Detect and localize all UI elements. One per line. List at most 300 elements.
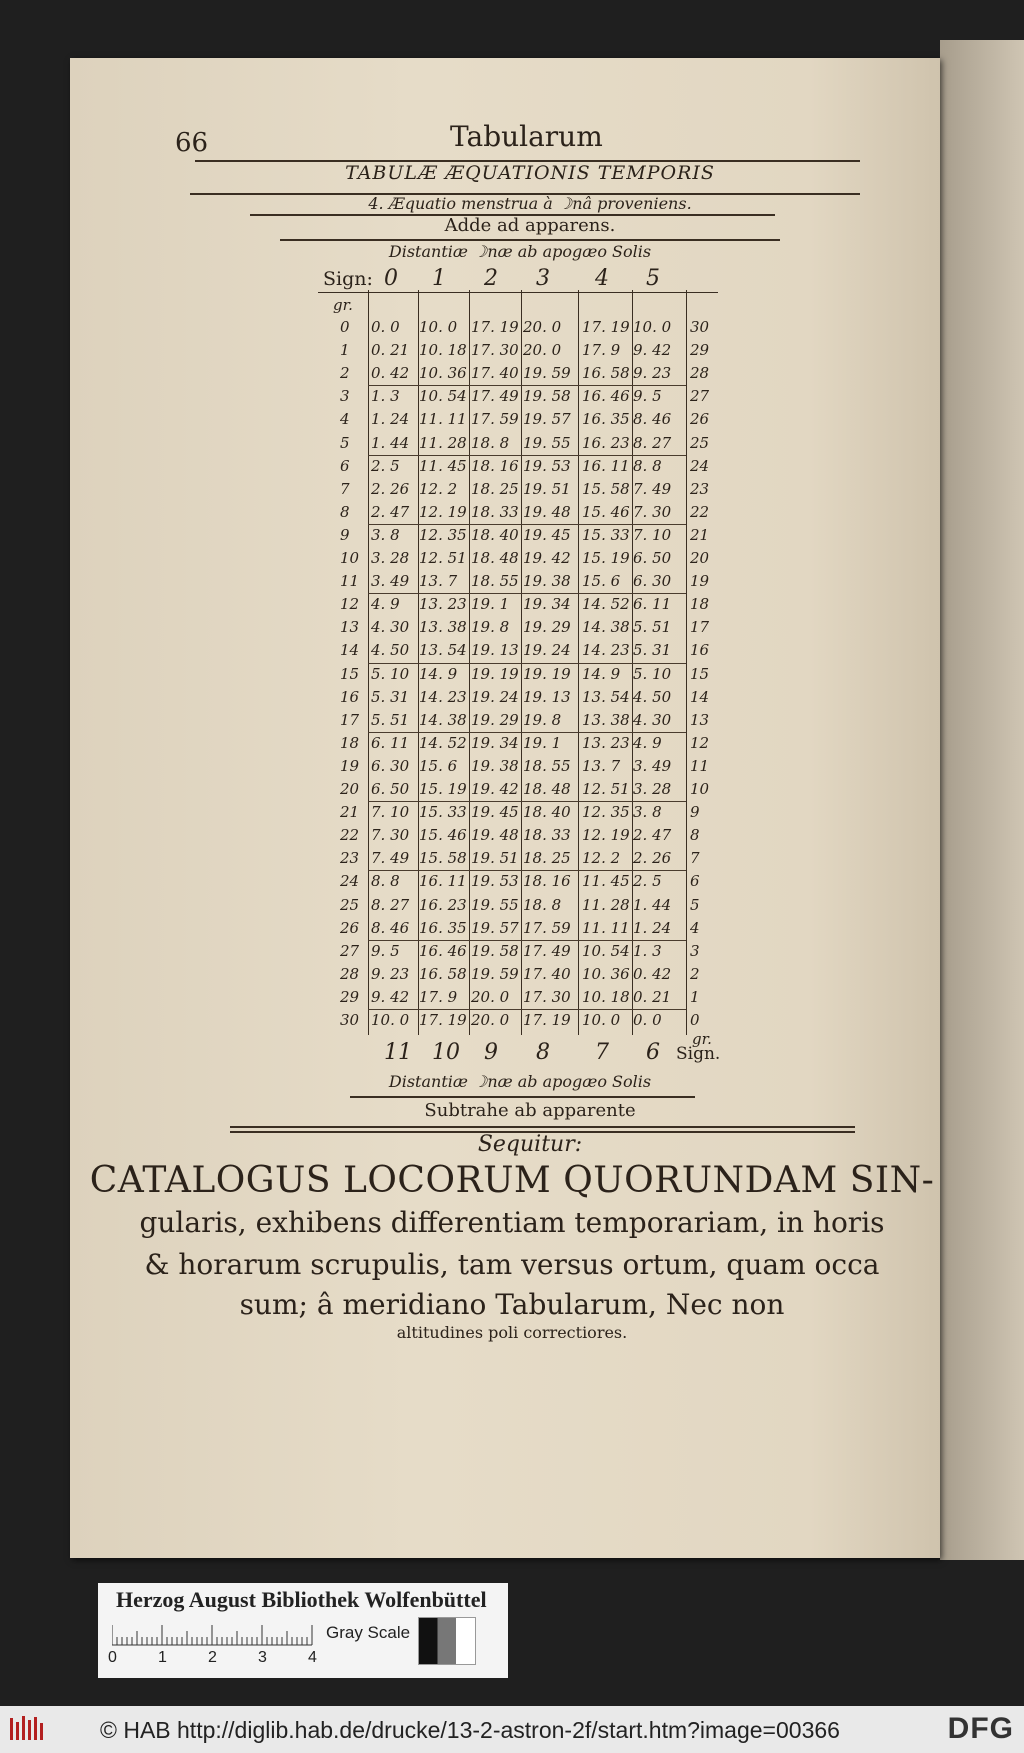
table-cell: 18. 25 — [523, 849, 571, 868]
hab-logo-icon — [8, 1714, 48, 1744]
table-cell: 19. 29 — [471, 710, 519, 729]
table-cell: 16. 35 — [582, 410, 630, 429]
degree-left: 26 — [340, 918, 360, 937]
table-cell: 9. 42 — [371, 987, 410, 1006]
table-cell: 0. 21 — [633, 987, 672, 1006]
degree-right: 19 — [690, 572, 710, 591]
rule — [230, 1126, 855, 1128]
table-cell: 4. 9 — [633, 733, 662, 752]
table-cell: 19. 53 — [471, 872, 519, 891]
table-cell: 5. 10 — [371, 664, 410, 683]
table-cell: 11. 45 — [582, 872, 630, 891]
page-number: 66 — [175, 128, 209, 158]
degree-right: 13 — [690, 710, 710, 729]
table-cell: 20. 0 — [471, 987, 510, 1006]
table-cell: 15. 46 — [582, 502, 630, 521]
sequitur: Sequitur: — [477, 1132, 583, 1157]
table-cell: 14. 23 — [419, 687, 467, 706]
degree-left: 29 — [340, 987, 360, 1006]
table-cell: 19. 1 — [523, 733, 562, 752]
degree-left: 10 — [340, 549, 360, 567]
table-cell: 19. 13 — [523, 687, 571, 706]
bottom-sign-label: 8 — [536, 1040, 550, 1065]
table-cell: 18. 33 — [523, 826, 571, 845]
gr-label-bottom: gr. — [692, 1030, 712, 1048]
degree-left: 13 — [340, 618, 360, 637]
degree-left: 14 — [340, 641, 360, 660]
degree-left: 4 — [340, 410, 350, 429]
table-cell: 18. 25 — [471, 479, 519, 498]
degree-left: 8 — [340, 502, 350, 521]
table-cell: 9. 23 — [633, 364, 672, 383]
table-cell: 17. 40 — [523, 964, 571, 983]
table-cell: 13. 23 — [582, 733, 630, 752]
table-cell: 6. 11 — [633, 595, 672, 614]
table-cell: 4. 30 — [633, 710, 672, 729]
degree-left: 30 — [340, 1011, 360, 1029]
table-cell: 11. 11 — [419, 410, 467, 429]
table-cell: 10. 54 — [419, 387, 467, 406]
degree-left: 11 — [340, 572, 360, 591]
table-cell: 5. 51 — [633, 618, 672, 637]
table-cell: 19. 45 — [471, 803, 519, 822]
table-cell: 15. 19 — [582, 549, 630, 567]
ruler-number: 4 — [308, 1649, 317, 1666]
table-cell: 6. 11 — [371, 733, 410, 752]
top-sign-label: 2 — [484, 266, 498, 291]
degree-right: 24 — [690, 456, 710, 475]
table-cell: 3. 8 — [633, 803, 662, 822]
table-cell: 1. 3 — [371, 387, 400, 406]
degree-left: 12 — [340, 595, 360, 614]
table-cell: 14. 52 — [582, 595, 630, 614]
rule — [350, 1096, 695, 1098]
table-cell: 16. 58 — [419, 964, 467, 983]
table-cell: 11. 28 — [419, 433, 467, 452]
table-cell: 19. 19 — [471, 664, 519, 683]
table-cell: 13. 38 — [419, 618, 467, 637]
table-cell: 17. 40 — [471, 364, 519, 383]
row-group-rule — [368, 663, 686, 664]
degree-left: 28 — [340, 964, 360, 983]
gray-scale-label: Gray Scale — [326, 1623, 411, 1642]
table-cell: 5. 10 — [633, 664, 672, 683]
table-cell: 19. 45 — [523, 525, 571, 544]
row-group-rule — [368, 801, 686, 802]
table-cell: 19. 24 — [471, 687, 519, 706]
table-cell: 1. 24 — [633, 918, 672, 937]
table-cell: 17. 59 — [471, 410, 519, 429]
distance-top: Distantiæ ☽næ ab apogæo Solis — [388, 242, 652, 261]
table-cell: 7. 10 — [371, 803, 410, 822]
table-cell: 20. 0 — [471, 1011, 510, 1029]
table-cell: 13. 38 — [582, 710, 630, 729]
table-cell: 17. 9 — [419, 987, 458, 1006]
table-cell: 14. 52 — [419, 733, 467, 752]
table-cell: 20. 0 — [523, 318, 562, 336]
table-cell: 20. 0 — [523, 341, 562, 360]
table-cell: 12. 51 — [419, 549, 467, 567]
degree-right: 5 — [690, 895, 700, 914]
table-cell: 8. 46 — [371, 918, 410, 937]
table-cell: 17. 30 — [523, 987, 571, 1006]
color-ruler-card — [98, 1583, 508, 1678]
table-cell: 2. 26 — [371, 479, 410, 498]
table-cell: 8. 27 — [371, 895, 410, 914]
table-cell: 19. 29 — [523, 618, 571, 637]
table-cell: 1. 44 — [633, 895, 672, 914]
table-cell: 19. 59 — [471, 964, 519, 983]
running-head: Tabularum — [450, 120, 603, 153]
table-cell: 1. 44 — [371, 433, 410, 452]
table-cell: 12. 51 — [582, 780, 630, 798]
degree-right: 10 — [690, 780, 710, 798]
degree-right: 22 — [690, 502, 710, 521]
table-cell: 3. 28 — [371, 549, 410, 567]
table-cell: 18. 33 — [471, 502, 519, 521]
table-cell: 3. 8 — [371, 525, 400, 544]
degree-right: 30 — [690, 318, 710, 336]
row-group-rule — [368, 593, 686, 594]
table-cell: 17. 30 — [471, 341, 519, 360]
top-sign-label: 5 — [646, 266, 660, 291]
degree-right: 16 — [690, 641, 710, 660]
table-cell: 13. 7 — [582, 756, 621, 775]
degree-right: 8 — [690, 826, 700, 845]
table-cell: 12. 35 — [582, 803, 630, 822]
footer-url[interactable]: © HAB http://diglib.hab.de/drucke/13-2-astron-2f/start.htm?image=00366 — [100, 1717, 840, 1743]
row-group-rule — [368, 870, 686, 871]
table-cell: 7. 30 — [633, 502, 672, 521]
degree-right: 0 — [690, 1011, 700, 1029]
table-cell: 5. 31 — [371, 687, 410, 706]
bottom-sign-label: 9 — [484, 1040, 498, 1065]
table-cell: 2. 26 — [633, 849, 672, 868]
rule — [280, 239, 780, 241]
table-cell: 19. 48 — [471, 826, 519, 845]
table-cell: 14. 38 — [419, 710, 467, 729]
table-cell: 19. 51 — [471, 849, 519, 868]
degree-left: 19 — [340, 756, 360, 775]
table-cell: 7. 10 — [633, 525, 672, 544]
table-cell: 4. 50 — [633, 687, 672, 706]
table-cell: 9. 5 — [633, 387, 662, 406]
ruler-scale — [112, 1623, 322, 1649]
degree-left: 3 — [340, 387, 350, 406]
table-cell: 6. 30 — [371, 756, 410, 775]
degree-left: 9 — [340, 525, 350, 544]
table-cell: 13. 54 — [419, 641, 467, 660]
table-cell: 16. 46 — [419, 941, 467, 960]
degree-left: 15 — [340, 664, 360, 683]
table-cell: 2. 5 — [371, 456, 400, 475]
table-cell: 14. 9 — [419, 664, 458, 683]
table-cell: 18. 16 — [471, 456, 519, 475]
table-cell: 10. 36 — [582, 964, 630, 983]
table-cell: 7. 49 — [371, 849, 410, 868]
table-cell: 19. 42 — [523, 549, 571, 567]
table-cell: 10. 18 — [582, 987, 630, 1006]
table-cell: 18. 55 — [471, 572, 519, 591]
table-cell: 6. 30 — [633, 572, 672, 591]
degree-right: 17 — [690, 618, 710, 637]
table-cell: 19. 38 — [471, 756, 519, 775]
degree-right: 2 — [690, 964, 700, 983]
table-cell: 0. 42 — [633, 964, 672, 983]
table-cell: 13. 54 — [582, 687, 630, 706]
table-cell: 18. 55 — [523, 756, 571, 775]
table-cell: 14. 23 — [582, 641, 630, 660]
table-cell: 9. 23 — [371, 964, 410, 983]
table-cell: 17. 59 — [523, 918, 571, 937]
top-sign-label: 1 — [432, 266, 446, 291]
degree-right: 20 — [690, 549, 710, 567]
table-cell: 8. 8 — [371, 872, 400, 891]
degree-left: 7 — [340, 479, 350, 498]
degree-right: 4 — [690, 918, 700, 937]
table-cell: 19. 34 — [523, 595, 571, 614]
table-subtitle: 4. Æquatio menstrua à ☽nâ proveniens. — [368, 194, 692, 213]
table-cell: 19. 58 — [471, 941, 519, 960]
table-cell: 15. 6 — [582, 572, 621, 591]
degree-left: 1 — [340, 341, 350, 360]
table-cell: 17. 19 — [582, 318, 630, 336]
degree-left: 20 — [340, 780, 360, 798]
table-cell: 0. 42 — [371, 364, 410, 383]
table-cell: 18. 16 — [523, 872, 571, 891]
degree-right: 26 — [690, 410, 710, 429]
catalog-line: gularis, exhibens differentiam temporariam, in horis — [139, 1206, 885, 1239]
table-cell: 19. 51 — [523, 479, 571, 498]
degree-right: 6 — [690, 872, 700, 891]
bottom-sign-label: 7 — [595, 1040, 609, 1065]
table-cell: 4. 30 — [371, 618, 410, 637]
table-cell: 17. 49 — [471, 387, 519, 406]
table-cell: 0. 0 — [633, 1011, 662, 1029]
table-cell: 9. 5 — [371, 941, 400, 960]
table-cell: 4. 9 — [371, 595, 400, 614]
table-cell: 5. 31 — [633, 641, 672, 660]
degree-left: 5 — [340, 433, 350, 452]
table-cell: 18. 40 — [523, 803, 571, 822]
column-rule — [686, 290, 687, 1035]
rule — [318, 292, 718, 293]
table-cell: 18. 8 — [523, 895, 562, 914]
table-cell: 10. 36 — [419, 364, 467, 383]
top-sign-label: 0 — [384, 266, 398, 291]
top-sign-label: 3 — [536, 266, 550, 291]
gray-scale-swatch — [418, 1617, 476, 1665]
table-cell: 12. 2 — [582, 849, 621, 868]
table-cell: 16. 46 — [582, 387, 630, 406]
table-cell: 15. 58 — [582, 479, 630, 498]
table-cell: 3. 49 — [633, 756, 672, 775]
distance-bottom: Distantiæ ☽næ ab apogæo Solis — [388, 1072, 652, 1091]
bottom-sign-label: 6 — [646, 1040, 660, 1065]
row-group-rule — [368, 455, 686, 456]
degree-right: 18 — [690, 595, 710, 614]
table-cell: 19. 19 — [523, 664, 571, 683]
table-cell: 10. 54 — [582, 941, 630, 960]
table-cell: 6. 50 — [371, 780, 410, 798]
degree-right: 14 — [690, 687, 710, 706]
table-cell: 15. 6 — [419, 756, 458, 775]
table-cell: 3. 49 — [371, 572, 410, 591]
table-cell: 1. 24 — [371, 410, 410, 429]
catalog-line-small: altitudines poli correctiores. — [396, 1323, 628, 1342]
library-name: Herzog August Bibliothek Wolfenbüttel — [116, 1587, 487, 1612]
table-cell: 2. 47 — [371, 502, 410, 521]
table-cell: 18. 40 — [471, 525, 519, 544]
table-cell: 15. 46 — [419, 826, 467, 845]
table-cell: 16. 11 — [582, 456, 630, 475]
table-cell: 6. 50 — [633, 549, 672, 567]
table-cell: 19. 48 — [523, 502, 571, 521]
table-cell: 15. 33 — [419, 803, 467, 822]
catalog-line: & horarum scrupulis, tam versus ortum, quam occa — [144, 1248, 880, 1281]
sign-label: Sign: — [323, 268, 373, 290]
degree-right: 25 — [690, 433, 710, 452]
degree-left: 24 — [340, 872, 360, 891]
bottom-sign-label: 10 — [432, 1040, 460, 1065]
table-cell: 16. 58 — [582, 364, 630, 383]
degree-right: 23 — [690, 479, 710, 498]
degree-right: 15 — [690, 664, 710, 683]
table-cell: 19. 34 — [471, 733, 519, 752]
degree-left: 22 — [340, 826, 360, 845]
degree-right: 27 — [690, 387, 710, 406]
table-cell: 14. 38 — [582, 618, 630, 637]
degree-right: 9 — [690, 803, 700, 822]
table-cell: 18. 48 — [523, 780, 571, 798]
ruler-number: 0 — [108, 1649, 117, 1666]
table-cell: 12. 2 — [419, 479, 458, 498]
degree-left: 16 — [340, 687, 360, 706]
table-cell: 19. 58 — [523, 387, 571, 406]
table-cell: 16. 11 — [419, 872, 467, 891]
table-cell: 19. 42 — [471, 780, 519, 798]
gr-label-top: gr. — [333, 296, 353, 314]
table-cell: 2. 5 — [633, 872, 662, 891]
table-cell: 17. 19 — [471, 318, 519, 336]
table-cell: 2. 47 — [633, 826, 672, 845]
table-cell: 18. 48 — [471, 549, 519, 567]
table-cell: 0. 0 — [371, 318, 400, 336]
table-cell: 15. 19 — [419, 780, 467, 798]
table-cell: 19. 55 — [523, 433, 571, 452]
catalog-line: sum; â meridiano Tabularum, Nec non — [239, 1288, 785, 1321]
table-cell: 12. 35 — [419, 525, 467, 544]
table-title: TABULÆ ÆQUATIONIS TEMPORIS — [345, 162, 715, 184]
catalog-title: CATALOGUS LOCORUM QUORUNDAM SIN- — [89, 1160, 935, 1201]
table-cell: 19. 38 — [523, 572, 571, 591]
table-cell: 11. 28 — [582, 895, 630, 914]
dfg-logo: DFG — [947, 1712, 1014, 1745]
table-cell: 17. 19 — [419, 1011, 467, 1029]
table-cell: 5. 51 — [371, 710, 410, 729]
degree-left: 21 — [340, 803, 360, 822]
table-cell: 10. 0 — [419, 318, 458, 336]
table-cell: 12. 19 — [582, 826, 630, 845]
sign-label-bottom: Sign. — [676, 1044, 721, 1064]
degree-right: 28 — [690, 364, 710, 383]
degree-left: 23 — [340, 849, 360, 868]
degree-left: 0 — [340, 318, 350, 336]
table-cell: 13. 7 — [419, 572, 458, 591]
table-cell: 7. 49 — [633, 479, 672, 498]
table-cell: 18. 8 — [471, 433, 510, 452]
ruler-number: 2 — [208, 1649, 217, 1666]
table-cell: 15. 58 — [419, 849, 467, 868]
degree-right: 12 — [690, 733, 710, 752]
table-cell: 10. 0 — [371, 1011, 410, 1029]
table-cell: 19. 1 — [471, 595, 510, 614]
table-cell: 19. 55 — [471, 895, 519, 914]
table-cell: 16. 23 — [582, 433, 630, 452]
row-group-rule — [368, 732, 686, 733]
table-cell: 0. 21 — [371, 341, 410, 360]
table-cell: 19. 8 — [523, 710, 562, 729]
table-cell: 4. 50 — [371, 641, 410, 660]
row-group-rule — [368, 524, 686, 525]
table-cell: 13. 23 — [419, 595, 467, 614]
table-cell: 7. 30 — [371, 826, 410, 845]
table-cell: 16. 23 — [419, 895, 467, 914]
degree-right: 21 — [690, 525, 710, 544]
degree-left: 18 — [340, 733, 360, 752]
table-cell: 19. 53 — [523, 456, 571, 475]
degree-left: 25 — [340, 895, 360, 914]
table-cell: 10. 18 — [419, 341, 467, 360]
degree-left: 27 — [340, 941, 360, 960]
table-cell: 8. 27 — [633, 433, 672, 452]
degree-right: 1 — [690, 987, 700, 1006]
table-cell: 15. 33 — [582, 525, 630, 544]
table-cell: 10. 0 — [582, 1011, 621, 1029]
degree-right: 3 — [690, 941, 700, 960]
row-group-rule — [368, 940, 686, 941]
table-cell: 8. 46 — [633, 410, 672, 429]
degree-left: 6 — [340, 456, 350, 475]
table-cell: 3. 28 — [633, 780, 672, 798]
table-cell: 8. 8 — [633, 456, 662, 475]
instruction-bottom: Subtrahe ab apparente — [424, 1100, 636, 1121]
degree-right: 7 — [690, 849, 700, 868]
ruler-number: 3 — [258, 1649, 267, 1666]
ruler-number: 1 — [158, 1649, 167, 1666]
table-cell: 19. 24 — [523, 641, 571, 660]
degree-left: 2 — [340, 364, 350, 383]
table-cell: 11. 45 — [419, 456, 467, 475]
instruction-top: Adde ad apparens. — [444, 215, 616, 236]
table-cell: 17. 9 — [582, 341, 621, 360]
table-cell: 19. 57 — [471, 918, 519, 937]
bottom-sign-label: 11 — [384, 1040, 412, 1065]
table-cell: 10. 0 — [633, 318, 672, 336]
table-cell: 12. 19 — [419, 502, 467, 521]
degree-left: 17 — [340, 710, 360, 729]
table-cell: 19. 13 — [471, 641, 519, 660]
degree-right: 29 — [690, 341, 710, 360]
table-cell: 19. 8 — [471, 618, 510, 637]
table-cell: 19. 57 — [523, 410, 571, 429]
table-cell: 17. 19 — [523, 1011, 571, 1029]
row-group-rule — [368, 385, 686, 386]
table-cell: 16. 35 — [419, 918, 467, 937]
table-cell: 19. 59 — [523, 364, 571, 383]
table-cell: 11. 11 — [582, 918, 630, 937]
table-cell: 1. 3 — [633, 941, 662, 960]
